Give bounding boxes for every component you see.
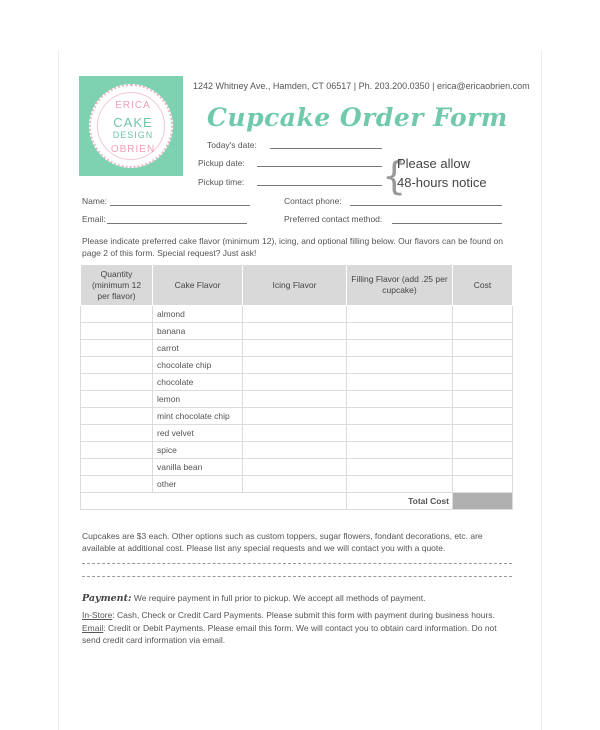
filling-cell[interactable] (347, 357, 453, 374)
icing-cell[interactable] (243, 357, 347, 374)
table-row (81, 374, 513, 391)
filling-cell[interactable] (347, 306, 453, 323)
todays-date-label: Today's date: (207, 140, 257, 150)
quantity-cell[interactable] (81, 391, 153, 408)
icing-cell[interactable] (243, 323, 347, 340)
flavor-cell: banana (153, 323, 243, 340)
special-request-line-2[interactable] (82, 576, 512, 577)
icing-cell[interactable] (243, 459, 347, 476)
header-cost: Cost (453, 265, 513, 306)
flavor-cell: chocolate chip (153, 357, 243, 374)
cost-cell[interactable] (453, 306, 513, 323)
flavor-cell: other (153, 476, 243, 493)
icing-cell[interactable] (243, 340, 347, 357)
name-label: Name: (82, 196, 108, 206)
flavor-cell: spice (153, 442, 243, 459)
email-payment-text: : Credit or Debit Payments. Please email this form. We will contact you to obtain card information. Do not send credit card information via email. (82, 623, 497, 645)
table-header-row (81, 265, 513, 306)
payment-heading: Payment: (82, 593, 132, 604)
pickup-date-field[interactable] (257, 166, 382, 167)
pickup-time-field[interactable] (257, 185, 382, 186)
logo-text-erica: ERICA (115, 100, 151, 111)
icing-cell[interactable] (243, 408, 347, 425)
header-icing-flavor: Icing Flavor (243, 265, 347, 306)
email-label: Email: (82, 214, 106, 224)
icing-cell[interactable] (243, 425, 347, 442)
notice-line-2: 48-hours notice (397, 175, 487, 190)
order-table (80, 264, 513, 510)
filling-cell[interactable] (347, 323, 453, 340)
contact-phone-label: Contact phone: (284, 196, 342, 206)
flavor-cell: carrot (153, 340, 243, 357)
flavor-cell: almond (153, 306, 243, 323)
quantity-cell[interactable] (81, 425, 153, 442)
pricing-text: Cupcakes are $3 each. Other options such as custom toppers, sugar flowers, fondant decorations, etc. are available at additional cost. Please list any special requests and we will contact you with a quote. (82, 531, 483, 553)
notice-line-1: Please allow (397, 156, 470, 171)
email-field[interactable] (107, 223, 247, 224)
total-cost-value[interactable] (453, 493, 513, 510)
name-field[interactable] (110, 205, 250, 206)
table-row (81, 391, 513, 408)
total-cost-label: Total Cost (347, 493, 453, 510)
cost-cell[interactable] (453, 459, 513, 476)
pickup-time-label: Pickup time: (198, 177, 245, 187)
filling-cell[interactable] (347, 391, 453, 408)
todays-date-field[interactable] (270, 148, 382, 149)
icing-cell[interactable] (243, 442, 347, 459)
instore-label: In-Store (82, 610, 113, 620)
table-row (81, 323, 513, 340)
icing-cell[interactable] (243, 306, 347, 323)
table-row (81, 340, 513, 357)
quantity-cell[interactable] (81, 408, 153, 425)
filling-cell[interactable] (347, 459, 453, 476)
quantity-cell[interactable] (81, 357, 153, 374)
special-request-line-1[interactable] (82, 563, 512, 564)
quantity-cell[interactable] (81, 442, 153, 459)
logo-badge (89, 84, 173, 168)
logo-text-obrien: OBRIEN (110, 144, 156, 155)
cost-cell[interactable] (453, 408, 513, 425)
logo-text-cake: CAKE (113, 115, 153, 130)
filling-cell[interactable] (347, 340, 453, 357)
email-payment-label: Email (82, 623, 104, 633)
cost-cell[interactable] (453, 357, 513, 374)
filling-cell[interactable] (347, 425, 453, 442)
instore-text: : Cash, Check or Credit Card Payments. Please submit this form with payment during business hours. (112, 610, 495, 620)
header-cake-flavor: Cake Flavor (153, 265, 243, 306)
preferred-contact-label: Preferred contact method: (284, 214, 383, 224)
cost-cell[interactable] (453, 391, 513, 408)
contact-info: 1242 Whitney Ave., Hamden, CT 06517 | Ph. 203.200.0350 | erica@ericaobrien.com (193, 81, 530, 91)
flavor-cell: vanilla bean (153, 459, 243, 476)
cost-cell[interactable] (453, 425, 513, 442)
email-payment (82, 622, 514, 646)
quantity-cell[interactable] (81, 323, 153, 340)
flavor-cell: chocolate (153, 374, 243, 391)
quantity-cell[interactable] (81, 459, 153, 476)
total-row (81, 493, 513, 510)
contact-phone-field[interactable] (350, 205, 502, 206)
filling-cell[interactable] (347, 476, 453, 493)
cost-cell[interactable] (453, 442, 513, 459)
logo-text-design: DESIGN (112, 130, 154, 140)
form-title: Cupcake Order Form (207, 103, 508, 132)
cost-cell[interactable] (453, 476, 513, 493)
quantity-cell[interactable] (81, 476, 153, 493)
instore-payment (82, 609, 514, 621)
notice-bracket: { (382, 154, 407, 198)
quantity-cell[interactable] (81, 306, 153, 323)
table-row (81, 425, 513, 442)
company-logo (79, 76, 183, 176)
table-row (81, 476, 513, 493)
cost-cell[interactable] (453, 323, 513, 340)
filling-cell[interactable] (347, 408, 453, 425)
pickup-date-label: Pickup date: (198, 158, 245, 168)
header-quantity: Quantity (minimum 12 per flavor) (81, 265, 153, 306)
total-spacer (81, 493, 347, 510)
cost-cell[interactable] (453, 340, 513, 357)
cost-cell[interactable] (453, 374, 513, 391)
flavor-cell: red velvet (153, 425, 243, 442)
payment-section (82, 592, 514, 605)
payment-text: We require payment in full prior to pickup. We accept all methods of payment. (133, 593, 426, 603)
flavor-cell: mint chocolate chip (153, 408, 243, 425)
filling-cell[interactable] (347, 442, 453, 459)
icing-cell[interactable] (243, 391, 347, 408)
quantity-cell[interactable] (81, 374, 153, 391)
table-row (81, 357, 513, 374)
table-row (81, 408, 513, 425)
icing-cell[interactable] (243, 476, 347, 493)
icing-cell[interactable] (243, 374, 347, 391)
preferred-contact-field[interactable] (392, 223, 502, 224)
instructions-text: Please indicate preferred cake flavor (minimum 12), icing, and optional filling below. Our flavors can be found on page 2 of this form. Special request? Just ask! (82, 236, 503, 258)
filling-cell[interactable] (347, 374, 453, 391)
flavor-cell: lemon (153, 391, 243, 408)
table-row (81, 442, 513, 459)
quantity-cell[interactable] (81, 340, 153, 357)
header-filling-flavor: Filling Flavor (add .25 per cupcake) (347, 265, 453, 306)
table-row (81, 459, 513, 476)
table-row (81, 306, 513, 323)
